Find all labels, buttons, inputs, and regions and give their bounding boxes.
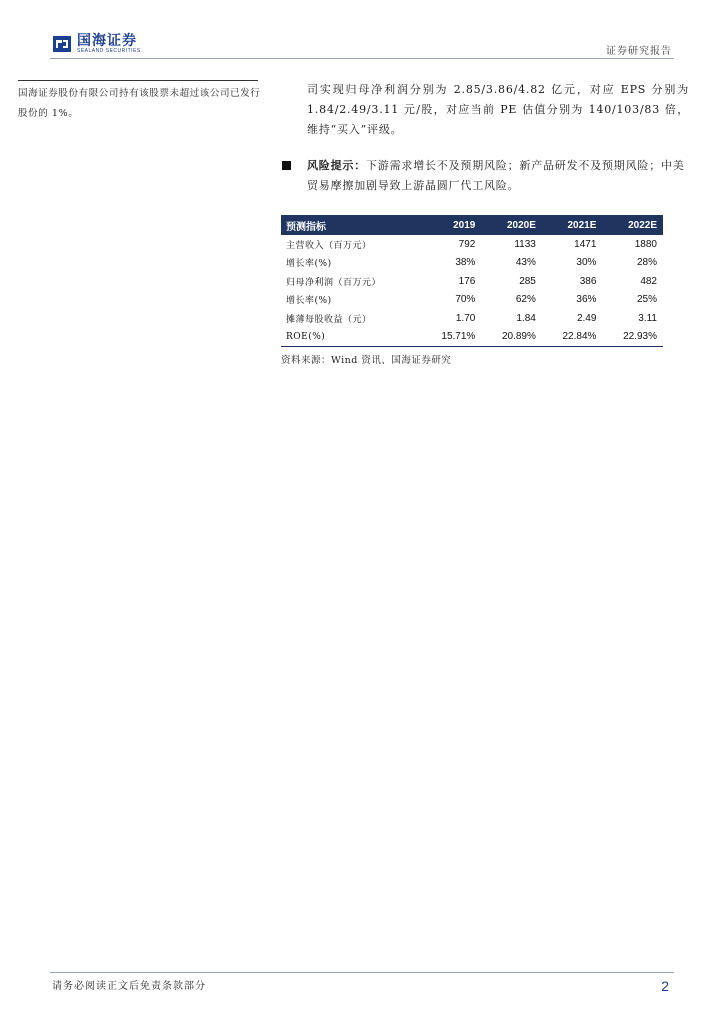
table-header-cell: 预测指标 <box>281 215 421 235</box>
table-row <box>281 328 663 347</box>
table-cell: 1880 <box>634 238 657 250</box>
bullet-square-icon <box>282 161 291 170</box>
table-row <box>281 254 663 273</box>
company-logo <box>52 33 141 55</box>
sealand-logo-icon <box>52 34 72 54</box>
table-header-cell: 2020E <box>481 215 542 235</box>
table-cell: 15.71% <box>421 328 482 347</box>
table-cell: 62% <box>515 294 536 306</box>
table-cell: 2.49 <box>576 312 597 324</box>
logo-chinese-name: 国海证券 <box>77 32 137 49</box>
valuation-paragraph: 司实现归母净利润分别为 2.85/3.86/4.82 亿元，对应 EPS 分别为 1.84/2.49/3.11 元/股，对应当前 PE 估值分别为 140/103/83 倍，维持“买入”评级。 <box>307 83 689 136</box>
table-cell: 176 <box>458 275 476 287</box>
row-label: 增长率(%) <box>286 296 332 307</box>
table-row <box>281 309 663 328</box>
row-label: 归母净利润（百万元） <box>286 277 382 288</box>
risk-warning <box>282 156 692 196</box>
table-row <box>281 272 663 291</box>
table-cell: 43% <box>515 257 536 269</box>
risk-title: 风险提示： <box>307 159 366 172</box>
table-cell: 30% <box>576 257 597 269</box>
header-divider <box>50 58 674 59</box>
report-type-label: 证券研究报告 <box>606 46 672 57</box>
table-header-row <box>281 215 663 235</box>
row-label: 主营收入（百万元） <box>286 240 372 251</box>
table-cell: 25% <box>636 294 657 306</box>
table-header-cell: 2022E <box>602 215 663 235</box>
table-cell: 1.70 <box>455 312 476 324</box>
table-row <box>281 291 663 310</box>
table-cell: 38% <box>455 257 476 269</box>
forecast-table <box>281 215 663 347</box>
footer-divider <box>50 972 674 973</box>
risk-text: 下游需求增长不及预期风险；新产品研发不及预期风险；中美贸易摩擦加剧导致上游晶圆厂代工风险。 <box>307 159 685 192</box>
table-cell: 285 <box>519 275 536 287</box>
footer-disclaimer: 请务必阅读正文后免责条款部分 <box>52 981 206 992</box>
page-number: 2 <box>661 978 669 994</box>
table-cell: 70% <box>455 294 476 306</box>
table-cell: 20.89% <box>481 328 542 347</box>
sidebar-divider <box>18 80 258 81</box>
table-cell: 1471 <box>574 238 597 250</box>
logo-english-name: SEALAND SECURITIES <box>77 47 141 54</box>
table-cell: 3.11 <box>638 312 657 324</box>
table-cell: 36% <box>576 294 597 306</box>
table-row <box>281 235 663 254</box>
table-source-note: 资料来源：Wind 资讯、国海证券研究 <box>281 355 452 366</box>
table-cell: 22.84% <box>542 328 603 347</box>
row-label: 摊薄每股收益（元） <box>286 314 372 325</box>
table-cell: 792 <box>458 238 476 250</box>
table-header-cell: 2019 <box>421 215 482 235</box>
table-cell: 482 <box>640 275 657 287</box>
disclosure-note: 国海证券股份有限公司持有该股票未超过该公司已发行股份的 1%。 <box>18 88 261 119</box>
table-cell: 386 <box>579 275 597 287</box>
table-cell: 1.84 <box>516 312 536 324</box>
table-header-cell: 2021E <box>542 215 603 235</box>
table-cell: 22.93% <box>602 328 663 347</box>
table-cell: 28% <box>636 257 657 269</box>
row-label: ROE(%) <box>281 328 421 347</box>
row-label: 增长率(%) <box>286 259 332 270</box>
table-cell: 1133 <box>514 238 536 250</box>
